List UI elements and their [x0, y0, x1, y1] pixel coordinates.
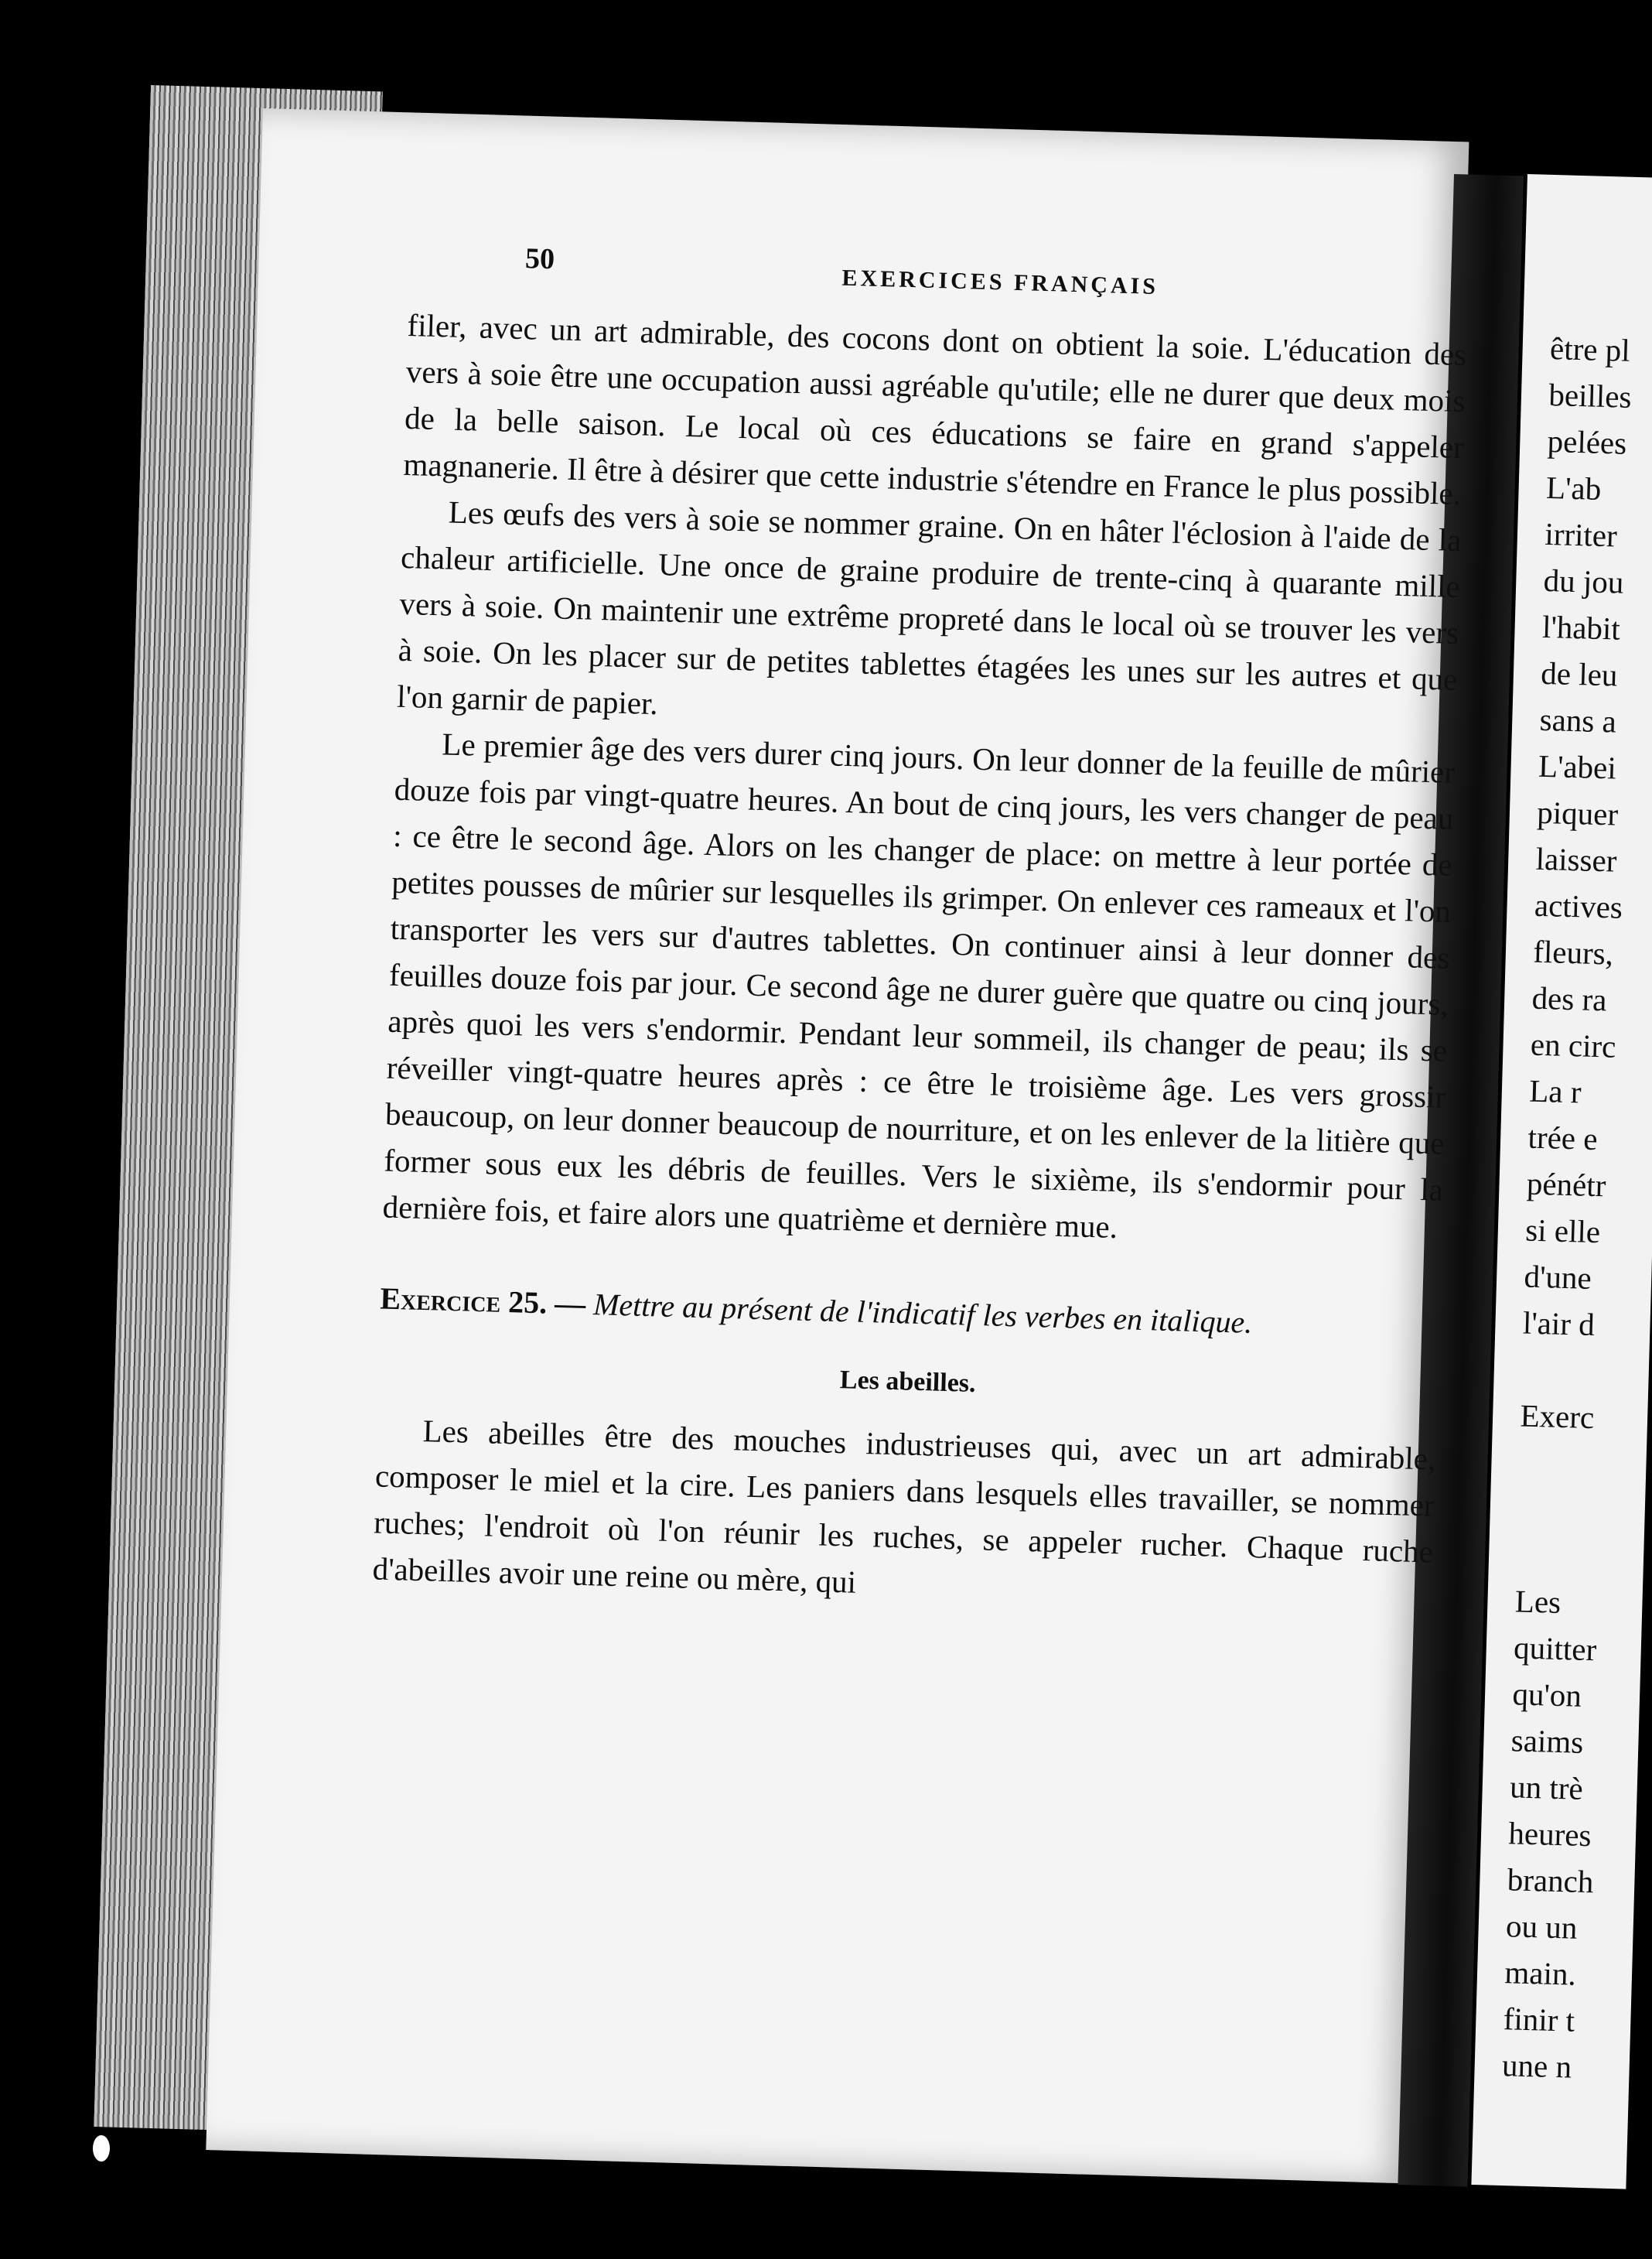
right-page-line: saims: [1510, 1722, 1584, 1760]
right-page-line: fleurs,: [1532, 933, 1614, 972]
running-head: EXERCICES FRANÇAIS: [841, 265, 1159, 300]
right-page-line: [1521, 1345, 1652, 1396]
left-page-content: [372, 232, 1469, 1622]
right-page-line: d'une: [1524, 1258, 1592, 1296]
paragraph: filer, avec un art admirable, des cocons dont on obtient la soie. L'éducation des vers à soie être une occupation aussi agréable qu'utile; elle ne durer que deux mois de la belle saison. Le local où ces éducations se faire en grand s'appeler magnanerie. Il être à désirer que cette industrie s'étendre en France le plus possible.: [402, 306, 1467, 512]
right-page-line: [1518, 1438, 1652, 1488]
exercise-instruction: Mettre au présent de l'indicatif les verbes en italique.: [592, 1287, 1253, 1340]
right-page-line: beilles: [1548, 376, 1633, 415]
right-page-line: si elle: [1524, 1212, 1601, 1250]
section-title: Les abeilles.: [839, 1365, 977, 1398]
right-page-line: l'habit: [1541, 608, 1621, 647]
right-page-line: actives: [1534, 887, 1623, 925]
right-page-line: quitter: [1513, 1629, 1597, 1668]
right-page-line: La r: [1528, 1072, 1582, 1110]
exercise-label: Exercice 25. —: [379, 1280, 586, 1321]
right-page-line: pénétr: [1526, 1165, 1607, 1204]
right-page-line: en circ: [1530, 1026, 1617, 1065]
right-page-line: finir t: [1503, 2001, 1575, 2039]
paragraph: Le premier âge des vers durer cinq jours. On leur donner de la feuille de mûrier douze fois par vingt-quatre heures. An bout de cinq jours, les vers changer de peau : ce être le second âge. Alors on les changer de place: on mettre à leur portée de petites pousses de mûrier sur lesquelles ils grimper. On enlever ces rameaux et l'on transporter les vers sur d'autres tablettes. On continuer ainsi à leur donner des feuilles douze fois par jour. Ce second âge ne durer guère que quatre ou cinq jours, après quoi les vers s'endormir. Pendant leur sommeil, ils changer de peau; ils se réveiller vingt-quatre heures après : ce être le troisième âge. Les vers grossir beaucoup, on leur donner beaucoup de nourriture, et on les enlever de la litière que former sous eux les débris de feuilles. Vers le sixième, ils s'endormir pour la dernière fois, et faire alors une quatrième et dernière mue.: [382, 726, 1456, 1246]
right-page-line: main.: [1504, 1954, 1577, 1992]
exercise-heading: [380, 1276, 1440, 1350]
right-page-line: des ra: [1531, 979, 1608, 1018]
right-page-line: L'abei: [1538, 747, 1617, 786]
right-page-line: pelées: [1547, 422, 1627, 461]
dust-speck: [93, 2135, 110, 2162]
paragraph: Les œufs des vers à soie se nommer graine. On en hâter l'éclosion à l'aide de la chaleur artificielle. Une once de graine produire de trente-cinq à quarante mille vers à soie. On maintenir une extrême propreté dans le local où se trouver les vers à soie. On les placer sur de petites tablettes étagées les unes sur les autres et que l'on garnir de papier.: [396, 494, 1463, 722]
right-page-line: heures: [1507, 1815, 1592, 1854]
right-page-line: être pl: [1549, 330, 1631, 368]
right-page-line: laisser: [1535, 840, 1618, 879]
right-page-line: l'air d: [1522, 1304, 1596, 1343]
right-page-line: sans a: [1539, 701, 1617, 740]
exercise-text: Les abeilles être des mouches industrieuses qui, avec un art admirable, composer le miel et la cire. Les paniers dans lesquels elles travailler, se nommer ruches; l'endroit où l'on réunir les ruches, se appeler rucher. Chaque ruche d'abeilles avoir une reine ou mère, qui: [372, 1413, 1436, 1600]
right-page-line: irriter: [1544, 515, 1618, 554]
right-page-line: trée e: [1527, 1119, 1599, 1157]
right-page-line: qu'on: [1511, 1676, 1582, 1714]
right-page-line: un trè: [1509, 1769, 1584, 1806]
right-page-line: branch: [1507, 1861, 1595, 1900]
right-page-line: piquer: [1536, 794, 1619, 832]
right-page-line: [1516, 1531, 1652, 1581]
right-page-line: une n: [1501, 2047, 1572, 2085]
right-page-line: Les: [1514, 1583, 1562, 1621]
right-page-line: Exerc: [1519, 1397, 1595, 1436]
right-page-line: de leu: [1540, 654, 1619, 693]
right-page-line: L'ab: [1545, 469, 1602, 507]
right-page-line: ou un: [1505, 1908, 1579, 1946]
page-number: 50: [524, 242, 555, 276]
right-page-line: [1517, 1485, 1652, 1535]
right-page-line: du jou: [1543, 562, 1625, 600]
